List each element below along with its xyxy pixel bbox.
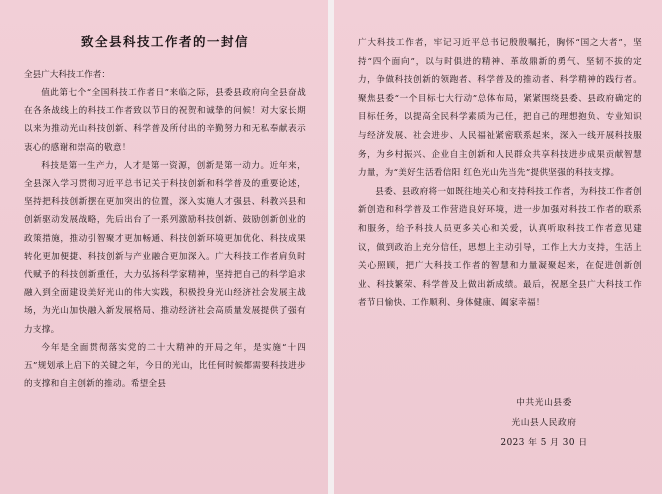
letter-greeting: 全县广大科技工作者： bbox=[24, 70, 110, 80]
paragraph-achievements: 科技是第一生产力，人才是第一资源，创新是第一动力。近年来，全县深入学习贯彻习近平总书记关于科技创新和科学普及的重要论述，坚持把科技创新摆在更加突出的位置，深入实施人才强县、科教兴县和创新驱动发展战略，先后出台了一系列激励科技创新、鼓励创新创业的政策措施，推动引智聚才更加畅通、科技创新环境更加优化、科技成果转化更加便捷、科技创新与产业融合更加深入。广大科技工作者肩负时代赋予的科技创新重任，大力弘扬科学家精神，坚持把自己的科学追求融入到全面建设美好光山的伟大实践，积极投身光山经济社会发展主战场，为光山加快融入新发展格局、推动经济社会高质量发展提供了强有力支撑。 bbox=[24, 160, 306, 335]
paragraph-expectations: 今年是全面贯彻落实党的二十大精神的开局之年，是实施“十四五”规划承上启下的关键之年，今日的光山，比任何时候都需要科技进步的支撑和自主创新的推动。希望全县 bbox=[24, 342, 306, 390]
signatory-party-committee: 中共光山县委 bbox=[516, 398, 572, 408]
paragraph-government-support: 县委、县政府将一如既往地关心和支持科技工作者，为科技工作者创新创造和科学普及工作营造良好环境，进一步加强对科技工作者的联系和服务，给予科技人员更多关心和关爱，认真听取科技工作者意见建议，做到政治上充分信任，思想上主动引导，工作上大力支持，生活上关心照顾，把广大科技工作者的智慧和力量凝聚起来，在促进创新创业、科技繁荣、科学普及上做出新成绩。最后，祝愿全县广大科技工作者节日愉快、工作顺利、身体健康、阖家幸福！ bbox=[358, 186, 643, 309]
letter-page-right bbox=[334, 0, 662, 494]
paragraph-greeting-thanks: 值此第七个“全国科技工作者日”来临之际，县委县政府向全县奋战在各条战线上的科技工作者致以节日的祝贺和诚挚的问候！对大家长期以来为推动光山科技创新、科学普及所付出的辛勤努力和无私奉献表示衷心的感谢和崇高的敬意！ bbox=[24, 88, 306, 153]
letter-title: 致全县科技工作者的一封信 bbox=[80, 34, 249, 49]
signatory-government: 光山县人民政府 bbox=[511, 418, 577, 428]
paragraph-expectations-continued: 广大科技工作者，牢记习近平总书记殷殷嘱托，胸怀“国之大者”，坚持“四个面向”，以与时俱进的精神、革故鼎新的勇气、坚韧不拔的定力，争做科技创新的领跑者、科学普及的推动者、科学精神的践行者。聚焦县委“一个目标七大行动”总体布局，紧紧围绕县委、县政府确定的目标任务，以提高全民科学素质为己任，把自己的理想抱负、专业知识与经济发展、社会进步、人民福祉紧密联系起来，深入一线开展科技服务，为乡村振兴、企业自主创新和人民群众共享科技进步成果贡献智慧力量，为“美好生活看信阳 红色光山先当先”提供坚强的科技支撑。 bbox=[358, 38, 642, 179]
letter-date: 2023 年 5 月 30 日 bbox=[500, 438, 588, 448]
